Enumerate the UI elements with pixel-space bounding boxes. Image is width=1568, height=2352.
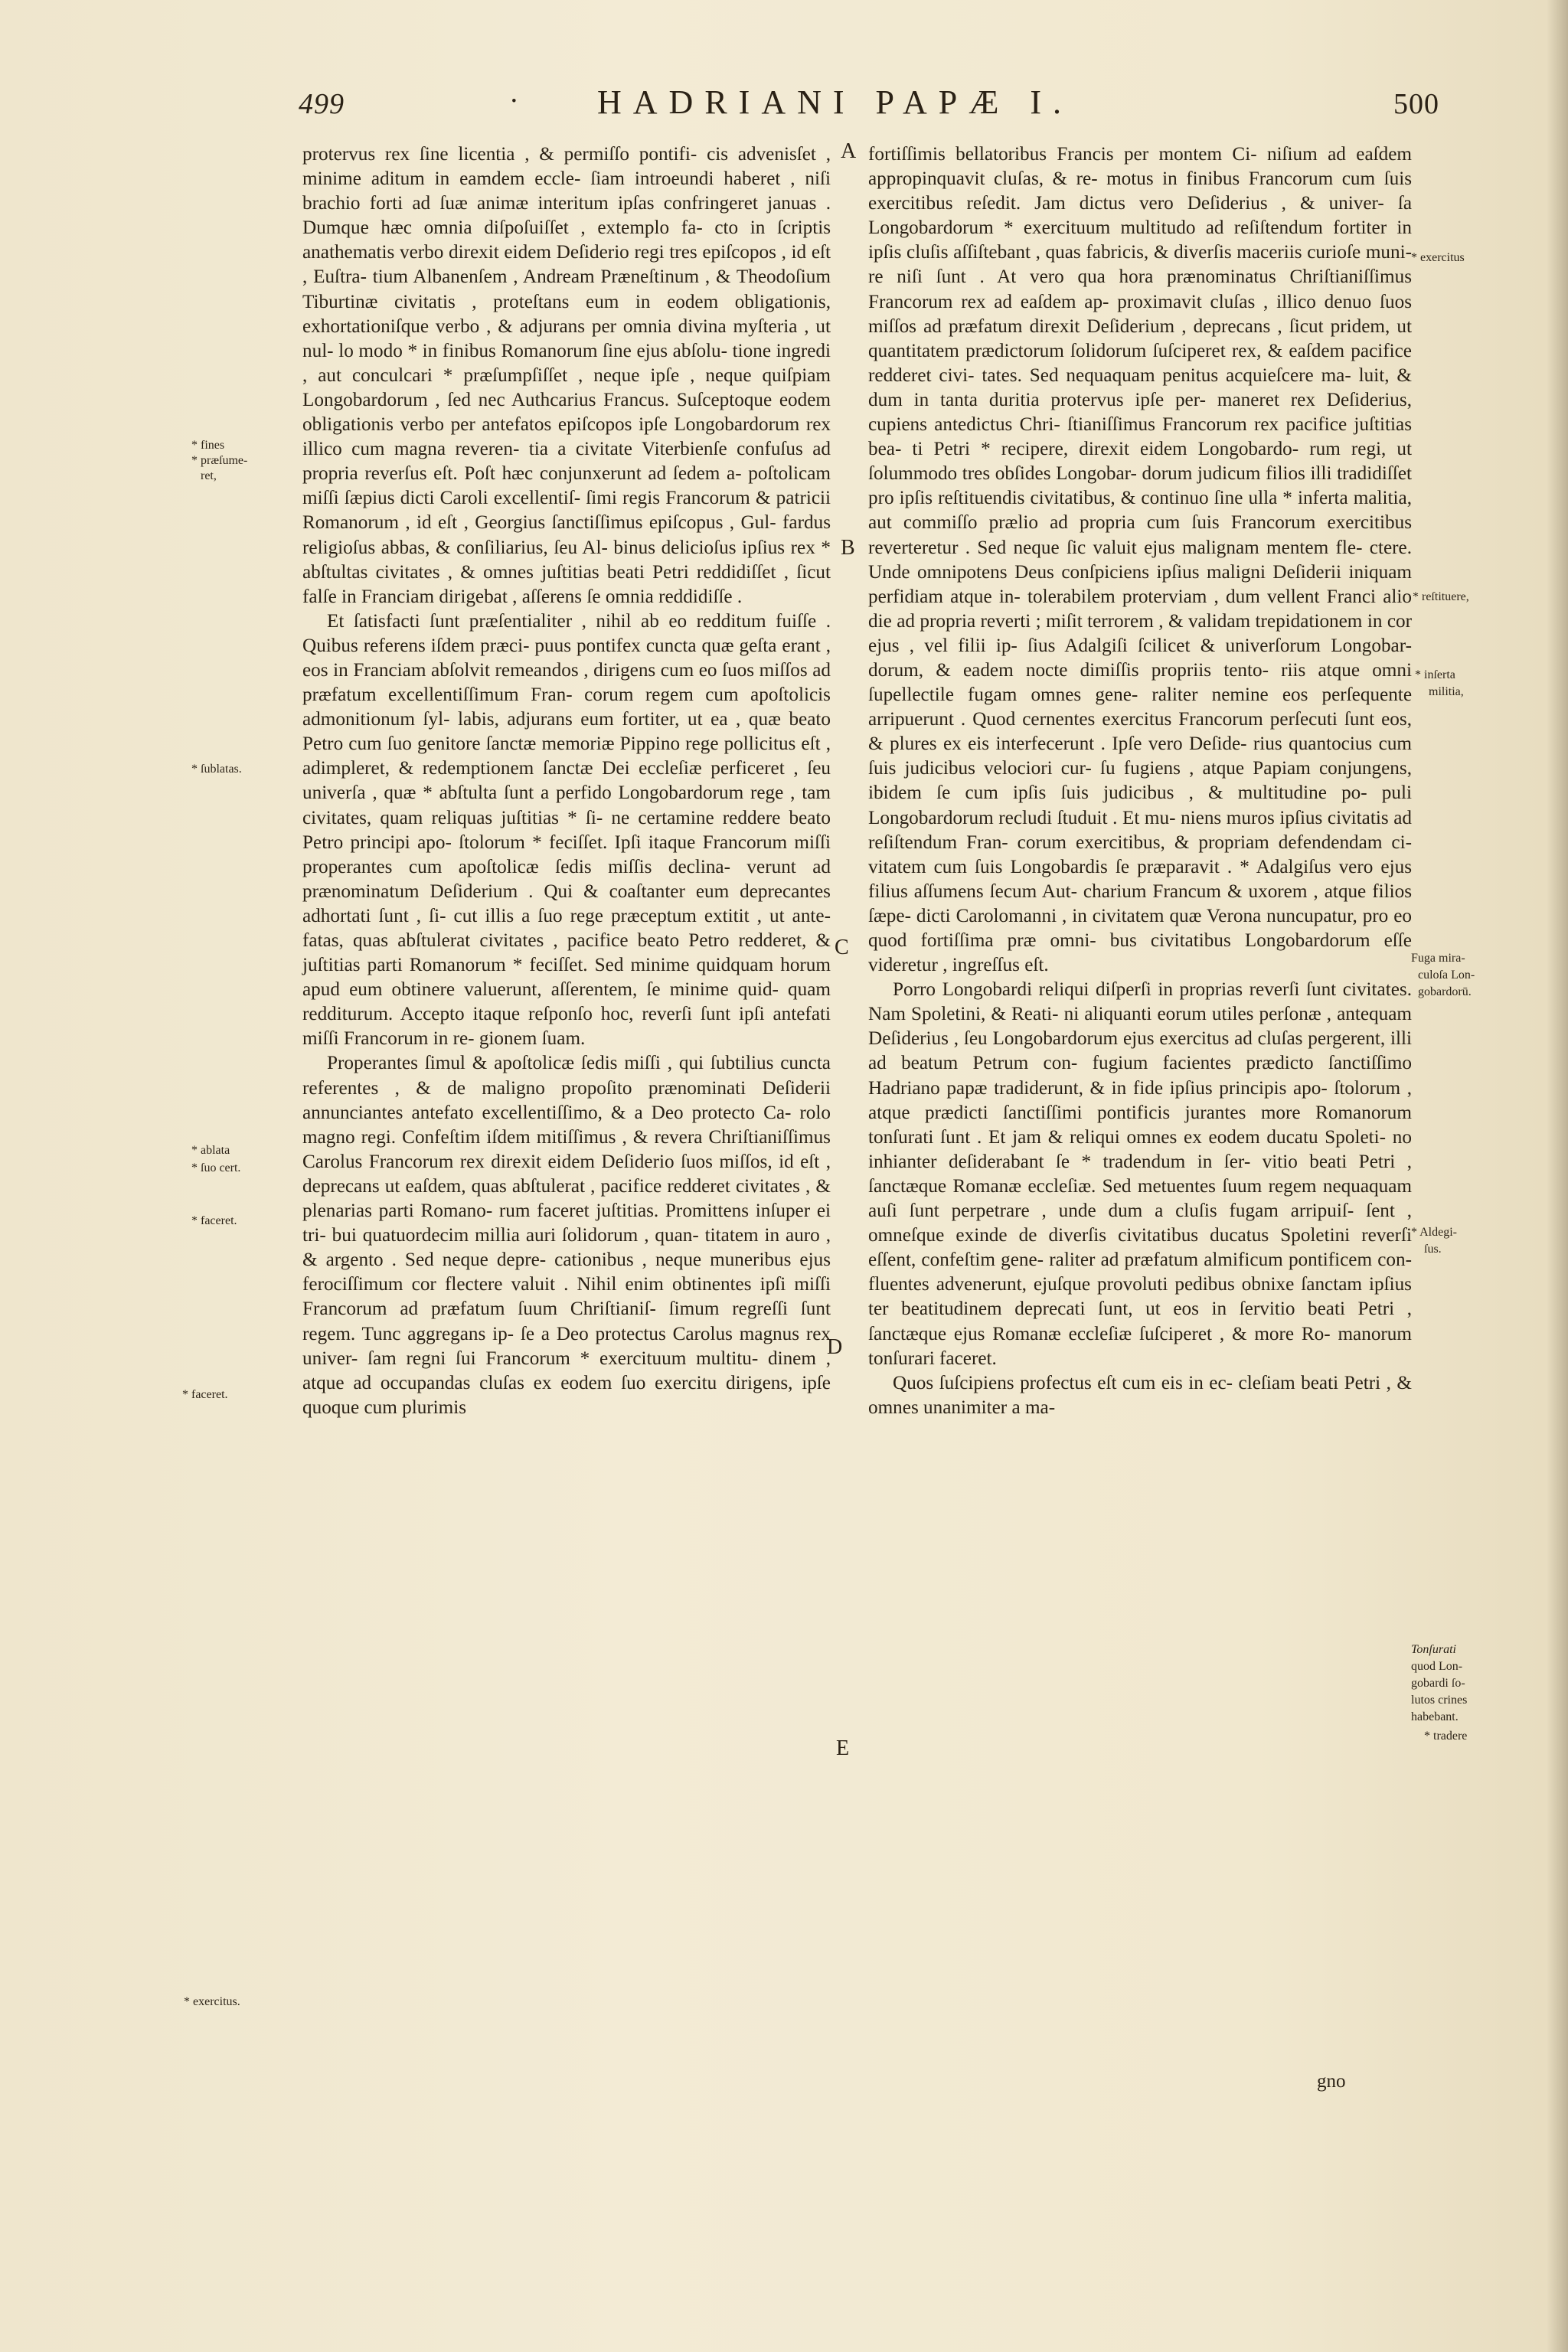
margin-note: * ablata: [191, 1144, 230, 1157]
margin-note: gobardorū.: [1418, 985, 1472, 998]
margin-note: * tradere: [1424, 1730, 1468, 1743]
margin-note: militia,: [1429, 685, 1464, 698]
section-letter: E: [836, 1736, 850, 1760]
left-paragraph-1: protervus rex ſine licentia , & permiſſo pontifi- cis advenisſet , minime aditum in eamdem eccle- ſiam introeundi haberet , niſi brachio forti ad ſuæ animæ interitum ipſas confringeret januas . Dumque hæc omnia diſpoſuiſſet , extemplo fa- cto in ſcriptis anathematis verbo direxit eidem Deſiderio regi tres epiſcopos , id eſt , Euſtra- tium Albanenſem , Andream Præneſtinum , & Theodoſium Tiburtinæ civitatis , proteſtans eum in eodem obligationis, exhortationiſque verbo , & adjurans per omnia divina myſteria , ut nul- lo modo * in finibus Romanorum ſine ejus abſolu- tione ingredi , aut conculcari * præſumpſiſſet , neque ipſe , neque quiſpiam Longobardorum , ſed nec Authcarius Francus. Suſceptoque eodem obligationis verbo per antefatos epiſcopos ipſe Longobardorum rex illico cum magna reveren- tia a civitate Viterbienſe confuſus ad propria reverſus eſt. Poſt hæc conjunxerunt ad ſedem a- poſtolicam miſſi ſæpius dicti Caroli excellentiſ- ſimi regis Francorum & patricii Romanorum , id eſt , Georgius ſanctiſſimus epiſcopus , Gul- fardus religioſus abbas, & conſiliarius, ſeu Al- binus delicioſus ipſius rex * abſtultas civitates , & omnes juſtitias beati Petri reddidiſſet , ſicut falſe in Franciam dirigebat , aſſerens ſe omnia reddidiſſe .: [302, 144, 831, 607]
margin-note: * faceret.: [182, 1388, 228, 1401]
right-paragraph-1: fortiſſimis bellatoribus Francis per montem Ci- niſium ad eaſdem appropinquavit cluſas, & re- motus in finibus Francorum cum ſuis exercitibus reſedit. Jam dictus vero Deſiderius , & univer- ſa Longobardorum * exercituum multitudo ad reſiſtendum fortiter in ipſis cluſis aſſiſtebant , quas fabricis, & diverſis maceriis curioſe muni- re niſi ſunt . At vero qua hora prænominatus Chriſtianiſſimus Francorum rex ad eaſdem ap- proximavit cluſas , illico denuo ſuos miſſos ad præfatum direxit Deſiderium , deprecans , ſicut pridem, ut quantitatem prædictorum ſolidorum ſuſciperet rex, & eaſdem pacifice redderet civi- tates. Sed nequaquam penitus acquieſcere ma- luit, & dum in tanta duritia protervus ipſe per- maneret rex Deſiderius, cupiens antedictus Chri- ſtianiſſimus Francorum rex pacifice juſtitias bea- ti Petri * recipere, direxit eidem Longobardo- rum regi, ut ſolummodo tres obſides Longobar- dorum judicum filios illi tradidiſſet pro ipſis reſtituendis civitatibus, & continuo ſine ulla * inferta malitia, aut commiſſo prælio ad propria cum ſuis Francorum exercitibus reverteretur . Sed neque ſic valuit ejus malignam mentem fle- ctere. Unde omnipotens Deus conſpiciens ipſius maligni Deſiderii iniquam perfidiam atque in- tolerabilem proterviam , dum vellent Franci alio die ad propria reverti ; miſit terrorem , & validam trepidationem in cor ejus , vel filii ip- ſius Adalgiſi ſcilicet & univerſorum Longobar- dorum, & eadem nocte dimiſſis propriis tento- riis atque omni ſupellectile fugam omnes gene- raliter nemine eos perſequente arripuerunt . Quod cernentes exercitus Francorum perſecuti ſunt eos, & plures ex eis interfecerunt . Ipſe vero Deſide- rius quantocius cum ſuis judicibus velociori cur- ſu fugiens , atque Papiam conjungens, ibidem ſe cum ipſis ſuis judicibus , & multitudine po- puli Longobardorum recludi ſtuduit . Et mu- niens muros ipſius civitatis ad reſiſtendum Fran- corum exercitibus, & propriam defendendam ci- vitatem cum ſuis Longobardis ſe præparavit . * Adalgiſus vero ejus filius aſſumens ſecum Aut- charium Francum & uxorem , atque filios ſæpe- dicti Carolomanni , in civitatem quæ Verona nuncupatur, pro eo quod fortiſſima præ omni- bus civitatibus Longobardorum eſſe videretur , ingreſſus eſt.: [868, 144, 1412, 976]
margin-note: habebant.: [1411, 1710, 1459, 1723]
margin-note: ſus.: [1424, 1243, 1442, 1256]
page-number-right: 500: [1393, 88, 1439, 120]
margin-note: ret,: [201, 469, 217, 482]
margin-note: Tonſurati: [1411, 1643, 1456, 1656]
right-text-column: [868, 142, 1412, 1420]
running-head: [291, 83, 1439, 136]
margin-note: * ſublatas.: [191, 763, 242, 776]
section-letter: D: [827, 1335, 843, 1359]
section-letter: A: [841, 139, 857, 163]
margin-note: * præſume-: [191, 454, 248, 467]
page-number-left: 499: [299, 88, 345, 120]
catchword: gno: [1317, 2071, 1346, 2092]
right-paragraph-2: Porro Longobardi reliqui diſperſi in proprias reverſi ſunt civitates. Nam Spoletini, & Reati- ni aliquanti eorum utiles perſonæ , antequam Deſiderius , ſeu Longobardorum ejus exercitus ad cluſas pergerent, illi ad beatum Petrum con- fugium facientes prædicto ſanctiſſimo Hadriano papæ tradiderunt, & in fide ipſius principis apo- ſtolorum , atque prædicti ſanctiſſimi pontificis jurantes more Romanorum tonſurati ſunt . Et jam & reliqui omnes ex eodem ducatu Spoleti- no inhianter deſiderabant ſe * tradendum in ſer- vitio beati Petri , ſanctæque Romanæ eccleſiæ. Sed metuentes ſuum regem nequaquam auſi ſunt perpetrare , unde dum a cluſis fugam arripuiſ- ſent , omneſque exinde de diverſis civitatibus ducatus Spoletini reverſi eſſent, confeſtim gene- raliter ad præfatum almificum pontificem con- fluentes advenerunt, ejuſque provoluti pedibus obnixe ſanctam ipſius ter beatitudinem deprecati ſunt, ut eos in ſervitio beati Petri , ſanctæque ejus Romanæ eccleſiæ ſuſciperet , & more Ro- manorum tonſurari faceret.: [868, 979, 1412, 1369]
margin-note: gobardi ſo-: [1411, 1677, 1465, 1690]
margin-note: * faceret.: [191, 1214, 237, 1227]
running-title: HADRIANI PAPÆ I.: [597, 83, 1073, 121]
head-separator: ·: [509, 85, 519, 117]
margin-note: quod Lon-: [1411, 1660, 1463, 1673]
margin-note: * exercitus.: [184, 1995, 240, 2008]
margin-note: lutos crines: [1411, 1694, 1468, 1707]
margin-note: * inſerta: [1415, 668, 1455, 681]
margin-note: * fines: [191, 439, 225, 452]
right-paragraph-3: Quos ſuſcipiens profectus eſt cum eis in ec- cleſiam beati Petri , & omnes unanimiter a ma-: [868, 1372, 1412, 1418]
margin-note: * Aldegi-: [1411, 1226, 1457, 1239]
left-paragraph-3: Properantes ſimul & apoſtolicæ ſedis miſſi , qui ſubtilius cuncta referentes , & de maligno propoſito prænominati Deſiderii annunciantes antefato excellentiſſimo, & a Deo protecto Ca- rolo magno regi. Confeſtim iſdem mitiſſimus , & revera Chriſtianiſſimus Carolus Francorum rex direxit eidem Deſiderio ſuos miſſos, id eſt , deprecans ut eaſdem, quas abſtulerat , pacifice redderet civitates , & plenarias parti Romano- rum faceret juſtitias. Promittens inſuper ei tri- bui quatuordecim millia auri ſolidorum , quan- titatem in auro , & argento . Sed neque depre- cationibus , neque muneribus ejus ferociſſimum cor flectere valuit . Nihil enim obtinentes ipſi miſſi Francorum ad præfatum ſuum Chriſtianiſ- ſimum regreſſi ſunt regem. Tunc aggregans ip- ſe a Deo protectus Carolus magnus rex univer- ſam regni ſui Francorum * exercituum multitu- dinem , atque ad occupandas cluſas ex eodem ſuo exercitu dirigens, ipſe quoque cum plurimis: [302, 1053, 831, 1418]
section-letter: C: [835, 936, 849, 959]
margin-note: * exercitus: [1411, 251, 1465, 264]
margin-note: * reſtituere,: [1413, 590, 1469, 603]
margin-note: culoſa Lon-: [1418, 969, 1475, 982]
section-letter: B: [841, 536, 855, 560]
left-paragraph-2: Et ſatisfacti ſunt præſentialiter , nihil ab eo redditum fuiſſe . Quibus referens iſdem præci- puus pontifex cuncta quæ geſta erant , eos in Franciam abſolvit remeandos , dirigens cum eo ſuos miſſos ad præfatum excellentiſſimum Fran- corum regem cum apoſtolicis admonitionum ſyl- labis, adjurans eum fortiter, ut ea , quæ beato Petro cum ſuo genitore ſanctæ memoriæ Pippino rege pollicitus eſt , adimpleret, & redemptionem ſanctæ Dei eccleſiæ perficeret , ſeu univerſa , quæ * abſtulta ſunt a perfido Longobardorum rege , tam civitates, quam reliquas juſtitias * ſi- ne certamine reddere beato Petro principi apo- ſtolorum * feciſſet. Ipſi itaque Francorum miſſi properantes cum apoſtolicæ ſedis miſſis declina- verunt ad prænominatum Deſiderium . Qui & coaſtanter eum deprecantes adhortati ſunt , ſi- cut illis a ſuo rege præceptum extitit , ut ante- fatas, quas abſtulerat civitates , pacifice beato Petro redderet, & juſtitias parti Romanorum * feciſſet. Sed minime quidquam horum apud eum obtinere valuerunt, aſſerentem, ſe minime quid- quam redditurum. Accepto itaque reſponſo hoc, reverſi ſunt ipſi antefati miſſi Francorum in re- gionem ſuam.: [302, 610, 831, 1050]
left-text-column: [302, 142, 831, 1420]
margin-note: Fuga mira-: [1411, 952, 1465, 965]
page-edge-shadow: [1547, 0, 1568, 2352]
margin-note: * ſuo cert.: [191, 1161, 241, 1174]
